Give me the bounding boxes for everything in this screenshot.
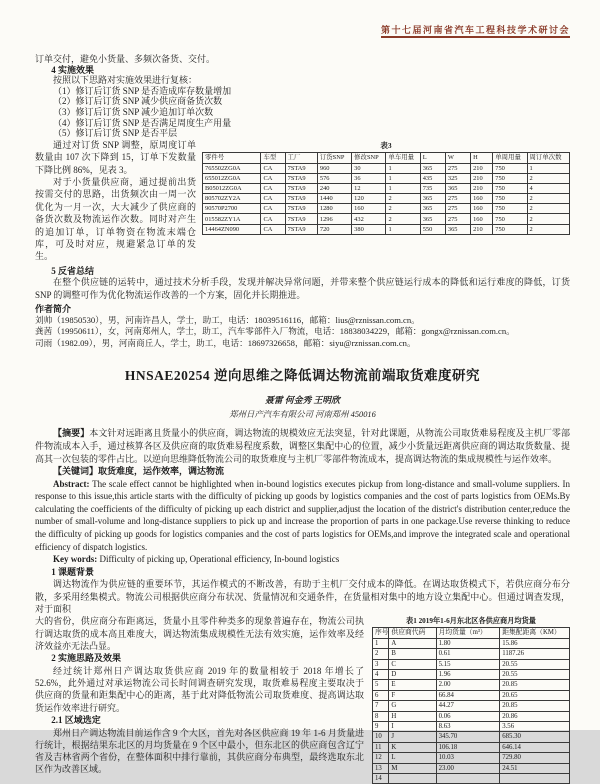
paper-title: HNSAE20254 逆向思维之降低调达物流前端取货难度研究 <box>124 368 481 384</box>
table-cell: 275 <box>445 214 470 224</box>
section-4-list <box>35 86 570 139</box>
keywords-en-label: Key words: <box>53 554 98 565</box>
table-cell: 12 <box>352 183 386 193</box>
author-bio-line: 司雨（1982.09），男，河南商丘人，学士，助工，电话：18697326658，邮箱：siyu@rznissan.com.cn。 <box>35 337 416 348</box>
table-cell: 435 <box>420 173 445 183</box>
abstract-en <box>35 478 570 554</box>
abstract-zh-label: 【摘要】 <box>53 428 90 439</box>
table-row <box>373 669 570 679</box>
table-cell: 365 <box>420 214 445 224</box>
table-cell: 4 <box>527 183 569 193</box>
table-cell: 1280 <box>317 204 351 214</box>
table-cell: 2 <box>373 649 389 659</box>
table-cell: 960 <box>317 163 351 173</box>
table-row <box>373 763 570 773</box>
previous-article-section <box>35 54 570 349</box>
column-header: 周订单次数 <box>527 153 569 163</box>
table-cell: 210 <box>471 183 493 193</box>
table-cell: 160 <box>352 204 386 214</box>
table-cell: 729.80 <box>500 753 570 763</box>
table-cell: 20.86 <box>500 711 570 721</box>
table-cell: 160 <box>471 204 493 214</box>
conference-header-text: 第十七届河南省汽车工程科技学术研讨会 <box>381 25 570 38</box>
table-3-block <box>202 141 570 235</box>
table-cell: 13 <box>373 763 389 773</box>
table-cell: 210 <box>471 163 493 173</box>
table-cell <box>436 774 500 784</box>
keywords-zh-label: 【关键词】 <box>53 466 99 477</box>
table-cell: I <box>389 721 436 731</box>
section-2-1-heading: 2.1 区域选定 <box>51 715 101 725</box>
table-cell: 646.14 <box>500 742 570 752</box>
table-cell: L <box>389 753 436 763</box>
bottom-left-text <box>35 615 364 784</box>
table-cell: H <box>389 711 436 721</box>
table-cell: 735 <box>420 183 445 193</box>
table-cell: 1440 <box>317 194 351 204</box>
table-row <box>373 753 570 763</box>
checklist-item: （2）修订后订货 SNP 减少供应商备货次数 <box>53 96 223 107</box>
table-cell: 15.86 <box>500 638 570 648</box>
table-cell: 160 <box>471 194 493 204</box>
table-cell: 365 <box>420 194 445 204</box>
table-cell: 7STA9 <box>285 163 317 173</box>
table-cell: M <box>389 763 436 773</box>
table-cell: 2 <box>527 214 569 224</box>
column-header: 零件号 <box>203 153 261 163</box>
results-paragraph-1: 通过对订货 SNP 调整，原周度订单数量由 107 次下降到 15，订单下发数量下降比例 86%，见表 3。 <box>35 139 196 175</box>
table-cell: 44.27 <box>436 701 500 711</box>
table-row <box>373 701 570 711</box>
table-cell: CA <box>261 194 285 204</box>
table-cell <box>389 774 436 784</box>
keywords-en-text: Difficulty of picking up, Operational efficiency, In-bound logistics <box>99 554 340 565</box>
section-1-paragraph-intro: 调达物流作为供应链的重要环节，其运作模式的不断改善，有助于主机厂交付成本的降低。在调达取货模式下，若供应商分布分散，多采用经集模式。物流公司根据供应商分布状况、货量情况和交通条件，在货量相对集中的地方设立集配中心。但通过调查发现，对于面积 <box>35 579 570 615</box>
table-cell: 66.84 <box>436 690 500 700</box>
table-cell: 3.56 <box>500 721 570 731</box>
table-cell: 1.96 <box>436 669 500 679</box>
table-cell: 7STA9 <box>285 204 317 214</box>
checklist-item: （5）修订后订货 SNP 是否平层 <box>53 128 178 139</box>
table-cell: 275 <box>445 163 470 173</box>
keywords-en <box>35 553 570 566</box>
table-cell: 90570P2700 <box>203 204 261 214</box>
table-cell: B <box>389 649 436 659</box>
section-5-paragraph: 在整个供应链的运转中，通过技术分析手段，发现并解决异常问题，并带来整个供应链运行成本的降低和运行难度的降低，订货 SNP 的调整可作为优化物流运作改善的一个方案，固化并长期推进。 <box>35 277 570 300</box>
column-header: W <box>445 153 470 163</box>
table-row <box>203 214 570 224</box>
table-cell: 2 <box>386 204 420 214</box>
table-cell: F <box>389 690 436 700</box>
table-1 <box>372 627 570 784</box>
table-cell: 720 <box>317 224 351 234</box>
table-cell: 20.55 <box>500 669 570 679</box>
keywords-zh-text: 取货难度，运作效率，调达物流 <box>98 466 225 477</box>
table-cell: 1 <box>527 163 569 173</box>
table-cell: K <box>389 742 436 752</box>
table-cell: 7STA9 <box>285 173 317 183</box>
abstract-en-text: The scale effect cannot be highlighted when in-bound logistics executes pickup from long-distance and small-volume suppliers. In response to this issue,this article starts with the difficulty of picking up goods by logistics companies and the cost of parts logistics from OEMs.By calculating the coefficients of the difficulty of picking up each district and supplier,adjust the location of the district's distribution center,reduce the number of small-volume and long-distance suppliers to pick up and increase the proportion of parts in one package.Use reverse thinking to reduce the difficulty of picking up goods for logistics companies and the cost of parts logistics for OEMs,and improve the integrated scale and operational efficiency of dispatch logistics. <box>35 478 570 552</box>
column-header: 单周用量 <box>493 153 527 163</box>
table-cell: 2 <box>527 173 569 183</box>
section-4-heading: 4 实施效果 <box>51 64 94 75</box>
table-cell: 10 <box>373 732 389 742</box>
table-cell: 20.65 <box>500 690 570 700</box>
table-cell: B05012ZG0A <box>203 183 261 193</box>
table-cell: C <box>389 659 436 669</box>
table-row <box>373 638 570 648</box>
table-cell: 750 <box>493 194 527 204</box>
table-cell: 1 <box>386 173 420 183</box>
section-2-paragraph: 经过统计郑州日产调达取货供应商 2019 年的数量相较于 2018 年增长了 52.6%，此外通过对承运物流公司长时间调查研究发现，取货难易程度主要取决于供应商的货量和距集配中心的距离，基于此对降低物流公司取货难度、提高调达取货运作效率进行研究。 <box>35 665 364 713</box>
table-cell: 210 <box>471 173 493 183</box>
table-row <box>373 690 570 700</box>
table-row <box>373 680 570 690</box>
column-header: 车型 <box>261 153 285 163</box>
column-header: 单车用量 <box>386 153 420 163</box>
abstract-en-label: Abstract: <box>53 478 90 489</box>
table-cell: 7STA9 <box>285 214 317 224</box>
table-cell <box>500 774 570 784</box>
table-cell: 3 <box>373 659 389 669</box>
checklist-item: （4）修订后订货 SNP 是否满足周度生产用量 <box>53 117 232 128</box>
table-cell: 750 <box>493 204 527 214</box>
table-cell: 36 <box>352 173 386 183</box>
table-cell: 7STA9 <box>285 183 317 193</box>
table-row <box>373 721 570 731</box>
table-cell: 2 <box>527 224 569 234</box>
table-cell: 20.85 <box>500 680 570 690</box>
section-4-intro: 按照以下思路对实施效果进行复核： <box>53 75 198 86</box>
table-cell: 4 <box>373 669 389 679</box>
table-cell: 365 <box>445 224 470 234</box>
table-cell: 30 <box>352 163 386 173</box>
paper-affiliation: 郑州日产汽车有限公司 河南郑州 450016 <box>229 410 376 420</box>
table-cell: CA <box>261 183 285 193</box>
column-header: 距集配距离（KM） <box>500 628 570 638</box>
table-cell: 365 <box>420 163 445 173</box>
table-cell: 576 <box>317 173 351 183</box>
table-cell: 015582ZY1A <box>203 214 261 224</box>
table-cell: D <box>389 669 436 679</box>
table-row <box>203 224 570 234</box>
keywords-zh <box>35 465 570 478</box>
author-bio-list <box>35 315 570 350</box>
table-1-block <box>372 615 570 784</box>
section-1-paragraph-rest: 大的省份，供应商分布距离远，货量小且零件种类多的现象普遍存在，物流公司执行调达取货的成本高且难度大，调达物流集成规模性无法有效实施，运作效率及经济效益亦无法凸显。 <box>35 616 364 651</box>
table-cell: 240 <box>317 183 351 193</box>
table-row <box>373 649 570 659</box>
table-cell: 5.15 <box>436 659 500 669</box>
table-cell: CA <box>261 214 285 224</box>
table-cell: 210 <box>471 224 493 234</box>
table-cell: 10.03 <box>436 753 500 763</box>
table-cell: G <box>389 701 436 711</box>
column-header: 月均货量（m³） <box>436 628 500 638</box>
checklist-item: （3）修订后订货 SNP 减少追加订单次数 <box>53 106 214 117</box>
new-paper-section <box>35 364 570 784</box>
table-cell: 2 <box>527 204 569 214</box>
section-5-heading: 5 反省总结 <box>51 265 94 276</box>
column-header: 序号 <box>373 628 389 638</box>
table-cell: 380 <box>352 224 386 234</box>
abstract-zh <box>35 427 570 465</box>
table-row <box>203 173 570 183</box>
table-cell: CA <box>261 224 285 234</box>
results-paragraph-2: 对于小货量供应商，通过提前出货按需交付的思路，出货频次由一周一次优化为一月一次，大大减少了供应商的备货次数及物流运作次数。同时对产生的追加订单，订单物资在物流末端仓库，可及时对应，规避紧急订单的发生。 <box>35 176 196 262</box>
intro-line: 订单交付，避免小货量、多频次备货、交付。 <box>35 54 216 64</box>
table-row <box>373 742 570 752</box>
table-cell: 2 <box>386 194 420 204</box>
author-bio-line: 刘帅（19850530），男，河南许昌人，学士，助工，电话：18039516116，邮箱：lius@rznissan.com.cn。 <box>35 314 420 325</box>
table-cell: 2 <box>386 214 420 224</box>
table-cell: 432 <box>352 214 386 224</box>
table-cell: 365 <box>420 204 445 214</box>
table-cell: 6 <box>373 690 389 700</box>
table-row <box>203 163 570 173</box>
column-header: H <box>471 153 493 163</box>
table-header-row <box>203 153 570 163</box>
column-header: 供应商代码 <box>389 628 436 638</box>
table-cell: 1 <box>386 163 420 173</box>
table-cell: 1 <box>386 183 420 193</box>
section-2-heading: 2 实施思路及效果 <box>51 653 121 664</box>
table-cell: 805702ZY2A <box>203 194 261 204</box>
table-cell: 765502ZG0A <box>203 163 261 173</box>
conference-header <box>35 20 570 38</box>
table-cell: 655012ZG0A <box>203 173 261 183</box>
abstract-block <box>35 427 570 566</box>
table-3-caption: 表3 <box>380 140 392 150</box>
table-cell: 1 <box>386 224 420 234</box>
table-cell: 24.51 <box>500 763 570 773</box>
table-cell: 0.61 <box>436 649 500 659</box>
table-cell: 8.63 <box>436 721 500 731</box>
table-row <box>373 774 570 784</box>
table-cell: 23.00 <box>436 763 500 773</box>
abstract-zh-text: 本文针对远距离且货量小的供应商，调达物流的规模效应无法突显，针对此课题，从物流公司取货难易程度及主机厂零部件物流成本入手，通过核算各区及供应商的取货难易程度系数，调整区集配中心的位置，减少小货量远距离供应商的调达取货数量、提高其一次包装的零件占比。以逆向思维降低物流公司的取货难度与主机厂零部件物流成本，提高调达物流的集成规模性与运作效率。 <box>35 428 570 464</box>
table-cell: 14 <box>373 774 389 784</box>
table-cell: 11 <box>373 742 389 752</box>
table-1-caption: 表1 2019年1-6月东北区各供应商月均货量 <box>406 617 536 626</box>
table-cell: 345.70 <box>436 732 500 742</box>
table-row <box>373 659 570 669</box>
table-cell: 685.30 <box>500 732 570 742</box>
table-cell: 750 <box>493 173 527 183</box>
checklist-item: （1）修订后订货 SNP 是否造成库存数量增加 <box>53 85 232 96</box>
table-row <box>373 732 570 742</box>
author-bio-line: 龚茜（19950611），女，河南郑州人，学士，助工，汽车零部件入厂物流，电话：18838034229，邮箱：gongx@rznissan.com.cn。 <box>35 326 515 337</box>
table-header-row <box>373 628 570 638</box>
table-cell: 365 <box>445 183 470 193</box>
table-cell: A <box>389 638 436 648</box>
table-cell: 20.85 <box>500 701 570 711</box>
table-3 <box>202 152 570 235</box>
table-cell: 14464ZN090 <box>203 224 261 234</box>
table-cell: CA <box>261 173 285 183</box>
table-row <box>203 194 570 204</box>
table-cell: 275 <box>445 194 470 204</box>
table-cell: 7STA9 <box>285 224 317 234</box>
table-cell: 750 <box>493 224 527 234</box>
table-cell: 12 <box>373 753 389 763</box>
table-cell: 160 <box>471 214 493 224</box>
author-bio-heading: 作者简介 <box>35 304 72 315</box>
table-cell: 1.80 <box>436 638 500 648</box>
table-cell: 750 <box>493 214 527 224</box>
paper-authors: 聂雷 何金秀 王明欣 <box>265 395 340 406</box>
table-cell: 7STA9 <box>285 194 317 204</box>
table-cell: CA <box>261 163 285 173</box>
table-cell: 20.55 <box>500 659 570 669</box>
section-2-1-paragraph: 郑州日产调达物流目前运作含 9 个大区，首先对各区供应商 19 年 1-6 月货量进行统计，根据结果东北区的月均货量在 9 个区中最小，但东北区的供应商包含辽宁省及吉林省两个省份，在整体面积中排行靠前，其供应商分布典型，最终选取东北区作为改善区域。 <box>35 727 364 775</box>
table-cell: 106.18 <box>436 742 500 752</box>
table-cell: CA <box>261 204 285 214</box>
column-header: 订货SNP <box>317 153 351 163</box>
table-cell: 9 <box>373 721 389 731</box>
table-cell: 1187.26 <box>500 649 570 659</box>
table-cell: 1296 <box>317 214 351 224</box>
table-cell: 1 <box>373 638 389 648</box>
table-cell: 2.00 <box>436 680 500 690</box>
table-row <box>373 711 570 721</box>
table-cell: E <box>389 680 436 690</box>
table-row <box>203 204 570 214</box>
table-cell: 0.06 <box>436 711 500 721</box>
table-cell: 2 <box>527 194 569 204</box>
bottom-two-column-zone <box>35 615 570 784</box>
table-cell: 750 <box>493 163 527 173</box>
column-header: 修改SNP <box>352 153 386 163</box>
table-cell: 7 <box>373 701 389 711</box>
column-header: 工厂 <box>285 153 317 163</box>
table-cell: 120 <box>352 194 386 204</box>
section-1-heading: 1 课题背景 <box>51 566 94 577</box>
table-cell: 8 <box>373 711 389 721</box>
table-row <box>203 183 570 193</box>
column-header: L <box>420 153 445 163</box>
table-cell: J <box>389 732 436 742</box>
table-cell: 750 <box>493 183 527 193</box>
table-cell: 550 <box>420 224 445 234</box>
table-cell: 325 <box>445 173 470 183</box>
table-cell: 5 <box>373 680 389 690</box>
table-cell: 275 <box>445 204 470 214</box>
